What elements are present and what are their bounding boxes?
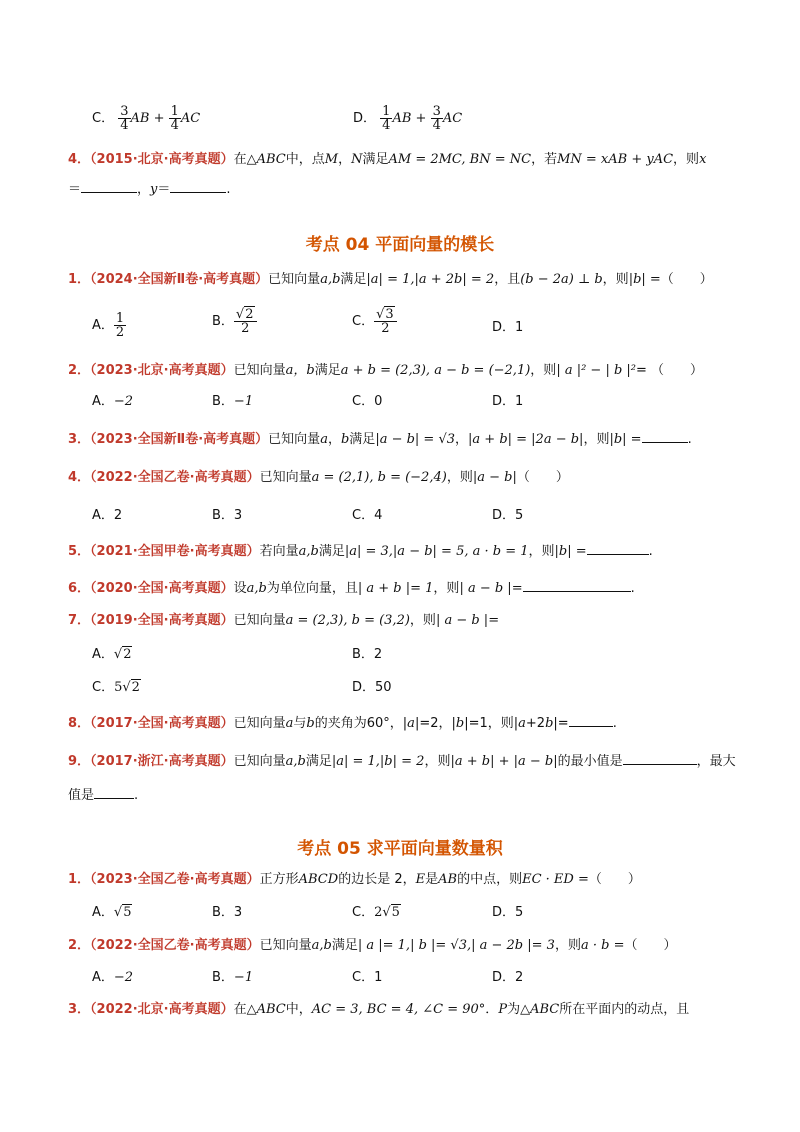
question-s04-2: 2．（2023·北京·高考真题）已知向量a，b满足a + b = (2,3), a − b = (−2,1)，则| a |² − | b |²= （ ） (68, 363, 704, 378)
option-d: D．5 (492, 905, 524, 920)
section-heading-05: 考点 05 求平面向量数量积 (297, 839, 503, 859)
question-source: （2015·北京·高考真题） (90, 152, 234, 167)
question-s04-8: 8．（2017·全国·高考真题）已知向量a与b的夹角为60°，|a|=2，|b|=1，则|a+2b|= . (68, 712, 617, 734)
answer-blank[interactable] (523, 577, 631, 592)
fraction: $\frac{3}{4}$ (432, 104, 441, 133)
question-s04-9: 9．（2017·浙江·高考真题）已知向量a,b满足|a| = 1,|b| = 2，则|a + b| + |a − b|的最小值是 ，最大 (68, 750, 736, 772)
vector-ac: AC (442, 111, 463, 126)
option-a: A． $\frac{1}{2}$ (92, 311, 125, 340)
option-a: A．√2 (92, 647, 132, 662)
option-a: A．√5 (92, 905, 132, 920)
vector-ab: AB (392, 111, 412, 126)
option-b: B．−1 (212, 970, 254, 985)
option-a: A．2 (92, 508, 123, 523)
question-s05-2: 2．（2022·全国乙卷·高考真题）已知向量a,b满足| a |= 1,| b |= √3,| a − 2b |= 3，则a · b =（ ） (68, 938, 677, 953)
vector-ac: AC (180, 111, 201, 126)
answer-blank[interactable] (587, 540, 649, 555)
question-number: 4． (68, 152, 91, 167)
question-2015-4-line2: ＝ ，y＝ . (68, 178, 231, 200)
question-2015-4: 4．（2015·北京·高考真题）在△ABC中，点M，N满足AM = 2MC, BN = NC，若MN = xAB + yAC，则x (68, 152, 707, 167)
question-s04-4: 4．（2022·全国乙卷·高考真题）已知向量a = (2,1), b = (−2,4)，则|a − b|（ ） (68, 470, 569, 485)
question-s05-1: 1．（2023·全国乙卷·高考真题）正方形ABCD的边长是 2，E是AB的中点，则EC · ED =（ ） (68, 872, 641, 887)
option-c: C．1 (352, 970, 383, 985)
option-label: C． (92, 111, 115, 126)
option-c: C．5√2 (92, 680, 140, 695)
answer-blank[interactable] (569, 712, 613, 727)
option-d: D．1 (492, 320, 524, 335)
question-s04-7: 7．（2019·全国·高考真题）已知向量a = (2,3), b = (3,2)，则| a − b |= (68, 613, 500, 628)
option-c: C．2√5 (352, 905, 400, 920)
option-b: B．−1 (212, 394, 254, 409)
option-b: B．3 (212, 508, 243, 523)
math-expression: MN = xAB + yAC (557, 152, 674, 167)
answer-blank[interactable] (94, 784, 134, 799)
answer-blank[interactable] (642, 428, 688, 443)
option-c: C．4 (352, 508, 383, 523)
question-s04-5: 5．（2021·全国甲卷·高考真题）若向量a,b满足|a| = 3,|a − b| = 5, a · b = 1，则|b| = . (68, 540, 653, 562)
option-d: D．1 (492, 394, 524, 409)
option-a: A．−2 (92, 394, 134, 409)
option-c: C． $\frac{3}{4}$ AB + $\frac{1}{4}$ AC (92, 104, 201, 133)
question-s05-3: 3．（2022·北京·高考真题）在△ABC中，AC = 3, BC = 4, ∠C = 90°．P为△ABC所在平面内的动点，且 (68, 1002, 690, 1017)
fraction: $\frac{3}{4}$ (120, 104, 129, 133)
option-label: D． (353, 111, 377, 126)
option-d: D．2 (492, 970, 524, 985)
answer-blank[interactable] (623, 750, 697, 765)
option-d: D． $\frac{1}{4}$ AB + $\frac{3}{4}$ AC (353, 104, 463, 133)
math-expression: AM = 2MC, BN = NC (388, 152, 532, 167)
option-b: B． $\frac{√2}{2}$ (212, 308, 257, 335)
section-heading-04: 考点 04 平面向量的模长 (305, 235, 495, 255)
question-s04-1: 1．（2024·全国新Ⅱ卷·高考真题）已知向量a,b满足|a| = 1,|a + 2b| = 2，且(b − 2a) ⊥ b，则|b| =（ ） (68, 272, 713, 287)
question-s04-3: 3．（2023·全国新Ⅱ卷·高考真题）已知向量a，b满足|a − b| = √3，|a + b| = |2a − b|，则|b| = . (68, 428, 692, 450)
option-c: C． $\frac{√3}{2}$ (352, 308, 397, 335)
vector-ab: AB (130, 111, 150, 126)
option-b: B．2 (352, 647, 383, 662)
option-b: B．3 (212, 905, 243, 920)
fraction: $\frac{1}{4}$ (382, 104, 391, 133)
question-s04-9-line2: 值是 . (68, 784, 138, 806)
option-d: D．50 (352, 680, 392, 695)
answer-blank[interactable] (170, 178, 226, 193)
option-c: C．0 (352, 394, 383, 409)
option-d: D．5 (492, 508, 524, 523)
option-a: A．−2 (92, 970, 134, 985)
fraction: $\frac{1}{4}$ (170, 104, 179, 133)
question-s04-6: 6．（2020·全国·高考真题）设a,b为单位向量，且| a + b |= 1，则| a − b |= . (68, 577, 635, 599)
answer-blank[interactable] (81, 178, 137, 193)
